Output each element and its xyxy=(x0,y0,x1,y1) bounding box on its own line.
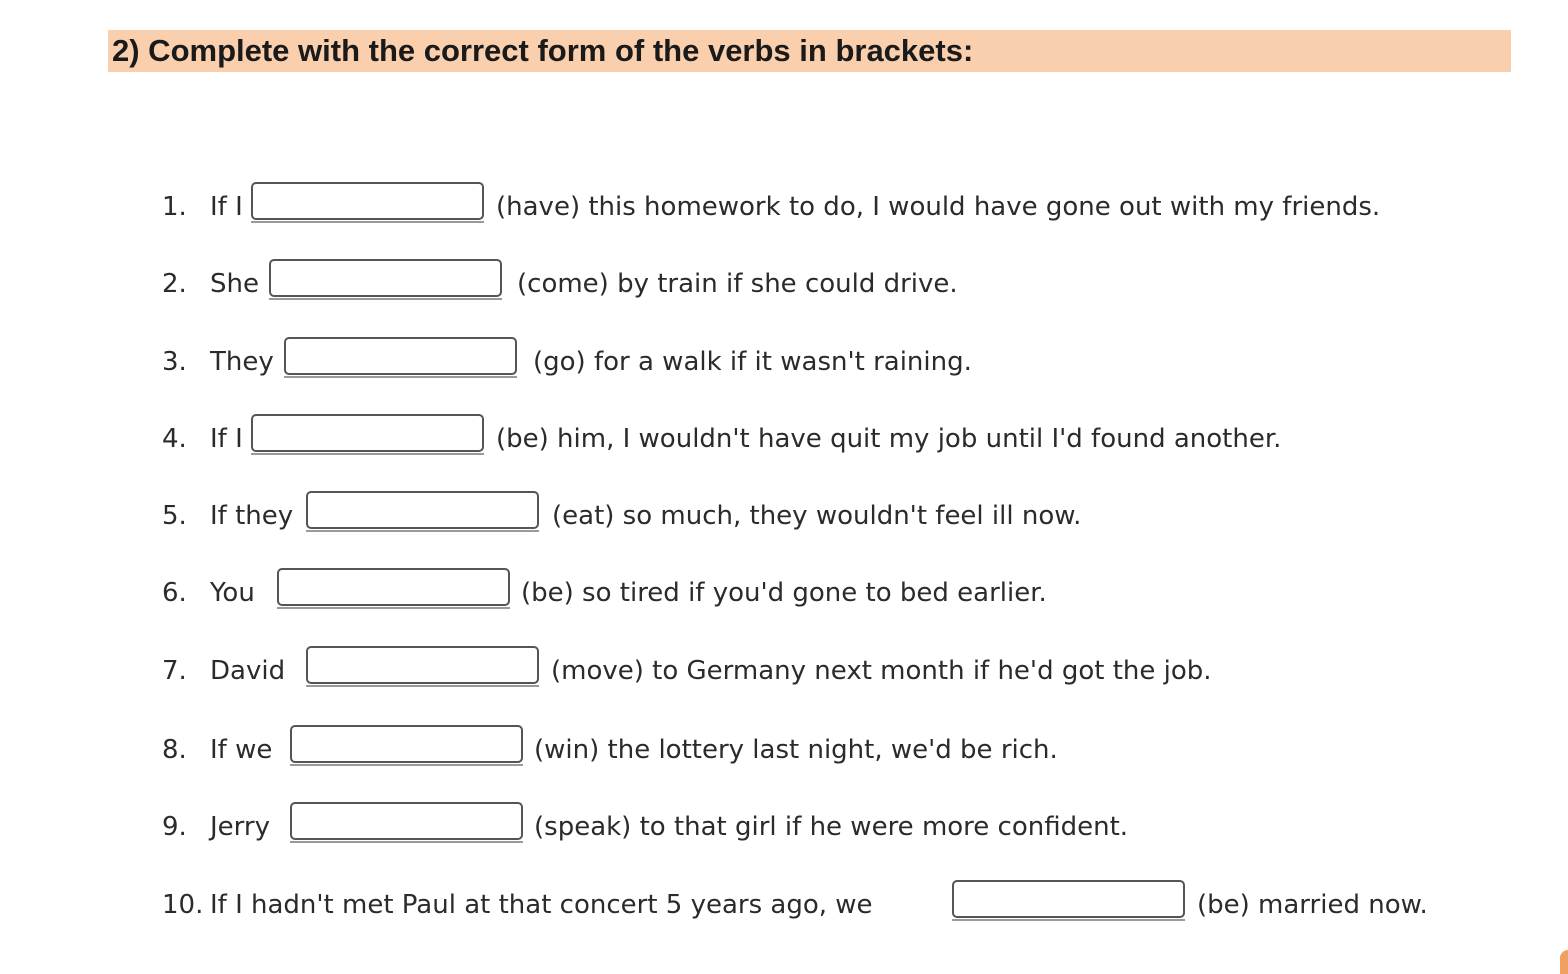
item-suffix: (be) married now. xyxy=(1197,890,1428,920)
item-number: 8. xyxy=(162,735,187,765)
item-suffix: (have) this homework to do, I would have gone out with my friends. xyxy=(496,192,1381,222)
item-suffix: (win) the lottery last night, we'd be rich. xyxy=(534,735,1058,765)
exercise-item-5 xyxy=(0,491,1568,537)
item-number: 9. xyxy=(162,812,187,842)
answer-input-2[interactable] xyxy=(269,259,502,297)
page-corner-mark xyxy=(1560,950,1568,974)
answer-input-8[interactable] xyxy=(290,725,523,763)
item-suffix: (speak) to that girl if he were more confident. xyxy=(534,812,1129,842)
item-prefix: She xyxy=(210,269,259,299)
item-suffix: (be) him, I wouldn't have quit my job until I'd found another. xyxy=(496,424,1282,454)
item-number: 3. xyxy=(162,347,187,377)
item-prefix: If I xyxy=(210,192,243,222)
answer-input-3[interactable] xyxy=(284,337,517,375)
answer-input-6[interactable] xyxy=(277,568,510,606)
exercise-item-4 xyxy=(0,414,1568,460)
answer-input-9[interactable] xyxy=(290,802,523,840)
item-number: 4. xyxy=(162,424,187,454)
item-prefix: David xyxy=(210,656,286,686)
item-number: 6. xyxy=(162,578,187,608)
item-prefix: They xyxy=(210,347,274,377)
item-number: 7. xyxy=(162,656,187,686)
item-number: 5. xyxy=(162,501,187,531)
exercise-item-2 xyxy=(0,259,1568,305)
exercise-item-3 xyxy=(0,337,1568,383)
item-prefix: If we xyxy=(210,735,273,765)
exercise-title: 2) Complete with the correct form of the verbs in brackets: xyxy=(112,33,974,68)
item-suffix: (be) so tired if you'd gone to bed earlier. xyxy=(521,578,1047,608)
item-prefix: Jerry xyxy=(210,812,270,842)
answer-input-5[interactable] xyxy=(306,491,539,529)
exercise-item-9 xyxy=(0,802,1568,848)
item-suffix: (move) to Germany next month if he'd got the job. xyxy=(551,656,1212,686)
answer-input-7[interactable] xyxy=(306,646,539,684)
item-prefix: If they xyxy=(210,501,294,531)
answer-input-1[interactable] xyxy=(251,182,484,220)
item-suffix: (eat) so much, they wouldn't feel ill now. xyxy=(552,501,1082,531)
exercise-item-6 xyxy=(0,568,1568,614)
item-suffix: (go) for a walk if it wasn't raining. xyxy=(533,347,972,377)
item-prefix: If I hadn't met Paul at that concert 5 years ago, we xyxy=(210,890,873,920)
exercise-item-10 xyxy=(0,880,1568,926)
answer-input-10[interactable] xyxy=(952,880,1185,918)
answer-input-4[interactable] xyxy=(251,414,484,452)
item-prefix: If I xyxy=(210,424,243,454)
item-suffix: (come) by train if she could drive. xyxy=(517,269,958,299)
item-number: 1. xyxy=(162,192,187,222)
exercise-item-8 xyxy=(0,725,1568,771)
exercise-item-7 xyxy=(0,646,1568,692)
item-number: 2. xyxy=(162,269,187,299)
item-prefix: You xyxy=(210,578,255,608)
exercise-item-1 xyxy=(0,182,1568,228)
item-number: 10. xyxy=(162,890,204,920)
